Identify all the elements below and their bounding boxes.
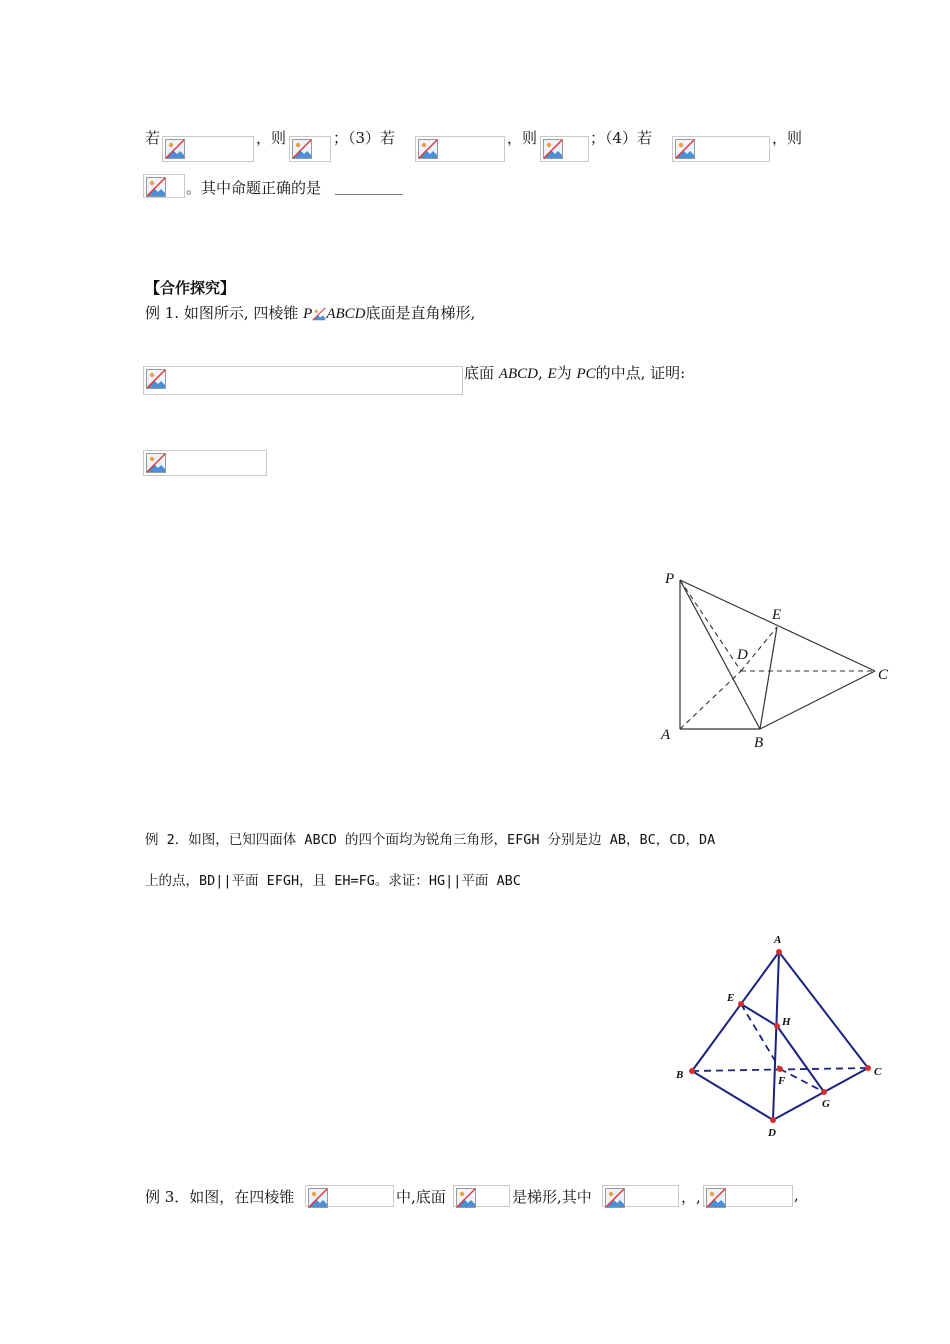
edge-bd: [692, 1071, 773, 1120]
broken-image-icon: [143, 174, 185, 198]
broken-image-icon: [162, 136, 254, 162]
broken-image-icon: [602, 1185, 679, 1207]
ex3-prefix: 例 3．如图，在四棱锥: [145, 1188, 295, 1206]
point-e: [738, 1001, 744, 1007]
label-d: D: [737, 647, 748, 663]
edge-ac: [779, 952, 868, 1068]
edge-ab: [692, 952, 779, 1071]
answer-blank[interactable]: _________: [335, 177, 403, 195]
point-c: [865, 1065, 871, 1071]
ex2-line2: 上的点，BD||平面 EFGH，且 EH=FG。求证：HG||平面 ABC: [145, 873, 521, 889]
label-p: P: [665, 571, 675, 587]
point-a: [776, 949, 782, 955]
ex1-l2-a: 底面: [464, 364, 499, 382]
ex1-abcd: ABCD: [326, 306, 366, 322]
broken-image-icon: [672, 136, 770, 162]
broken-image-icon: [143, 450, 267, 476]
ex3-mid2: 是梯形,其中: [512, 1188, 592, 1206]
ex1-suffix: 底面是直角梯形,: [365, 304, 476, 322]
broken-image-icon: [312, 307, 326, 321]
edge-fg: [780, 1069, 824, 1092]
label-a: A: [774, 934, 782, 946]
tetrahedron-figure: [670, 930, 895, 1140]
line1-if: 若: [145, 129, 161, 147]
line2-text: 。其中命题正确的是: [186, 179, 322, 197]
ex1-l2-e: E: [547, 366, 557, 382]
point-h: [774, 1023, 780, 1029]
pyramid-figure: [655, 565, 900, 760]
label-h: H: [782, 1016, 791, 1028]
ex1-line2: [464, 362, 685, 383]
edge-ad: [680, 671, 741, 729]
broken-image-icon: [143, 366, 463, 395]
point-g: [821, 1089, 827, 1095]
line1-sep-4: ；（4）若: [590, 129, 653, 147]
broken-image-icon: [305, 1185, 394, 1207]
line1-then-2: ，则: [507, 129, 538, 147]
point-b: [689, 1068, 695, 1074]
label-e: E: [772, 607, 782, 623]
point-d: [770, 1117, 776, 1123]
edge-pc: [680, 580, 875, 671]
ex3-mid3: ，,: [681, 1188, 701, 1206]
edge-bc: [760, 671, 875, 729]
section-title: 【合作探究】: [145, 279, 236, 297]
ex3-end: ,: [794, 1186, 799, 1204]
ex1-l2-pc: PC: [576, 366, 596, 382]
label-f: F: [778, 1075, 786, 1087]
edge-ad: [773, 952, 779, 1120]
ex1-l2-d: 的中点, 证明:: [595, 364, 686, 382]
label-b: B: [754, 735, 764, 751]
ex1-line1: [145, 302, 475, 323]
broken-image-icon: [453, 1185, 510, 1207]
broken-image-icon: [415, 136, 505, 162]
edge-pb: [680, 580, 760, 729]
label-c: C: [874, 1066, 882, 1078]
edge-ef: [741, 1004, 780, 1069]
line1-then-3: ，则: [772, 129, 803, 147]
edge-be: [760, 627, 777, 729]
label-a: A: [661, 727, 671, 743]
label-g: G: [822, 1098, 830, 1110]
ex1-p: P: [303, 306, 313, 322]
label-b: B: [676, 1069, 684, 1081]
ex1-prefix: 例 1. 如图所示, 四棱锥: [145, 304, 304, 322]
ex1-l2-b: ,: [537, 364, 548, 382]
ex1-l2-c: 为: [556, 364, 577, 382]
edge-dc: [773, 1068, 868, 1120]
ex2-line1: 例 2．如图，已知四面体 ABCD 的四个面均为锐角三角形，EFGH 分别是边 AB，BC，CD，DA: [145, 832, 716, 848]
broken-image-icon: [703, 1185, 793, 1207]
label-d: D: [768, 1127, 776, 1139]
broken-image-icon: [540, 136, 589, 162]
label-c: C: [878, 667, 889, 683]
line1-sep-3: ；（3）若: [333, 129, 396, 147]
broken-image-icon: [289, 136, 331, 162]
ex3-mid1: 中,底面: [396, 1188, 446, 1206]
label-e: E: [727, 992, 735, 1004]
ex1-l2-abcd: ABCD: [498, 366, 538, 382]
edge-eh: [741, 1004, 777, 1026]
point-f: [777, 1066, 783, 1072]
line1-then-1: ，则: [256, 129, 287, 147]
